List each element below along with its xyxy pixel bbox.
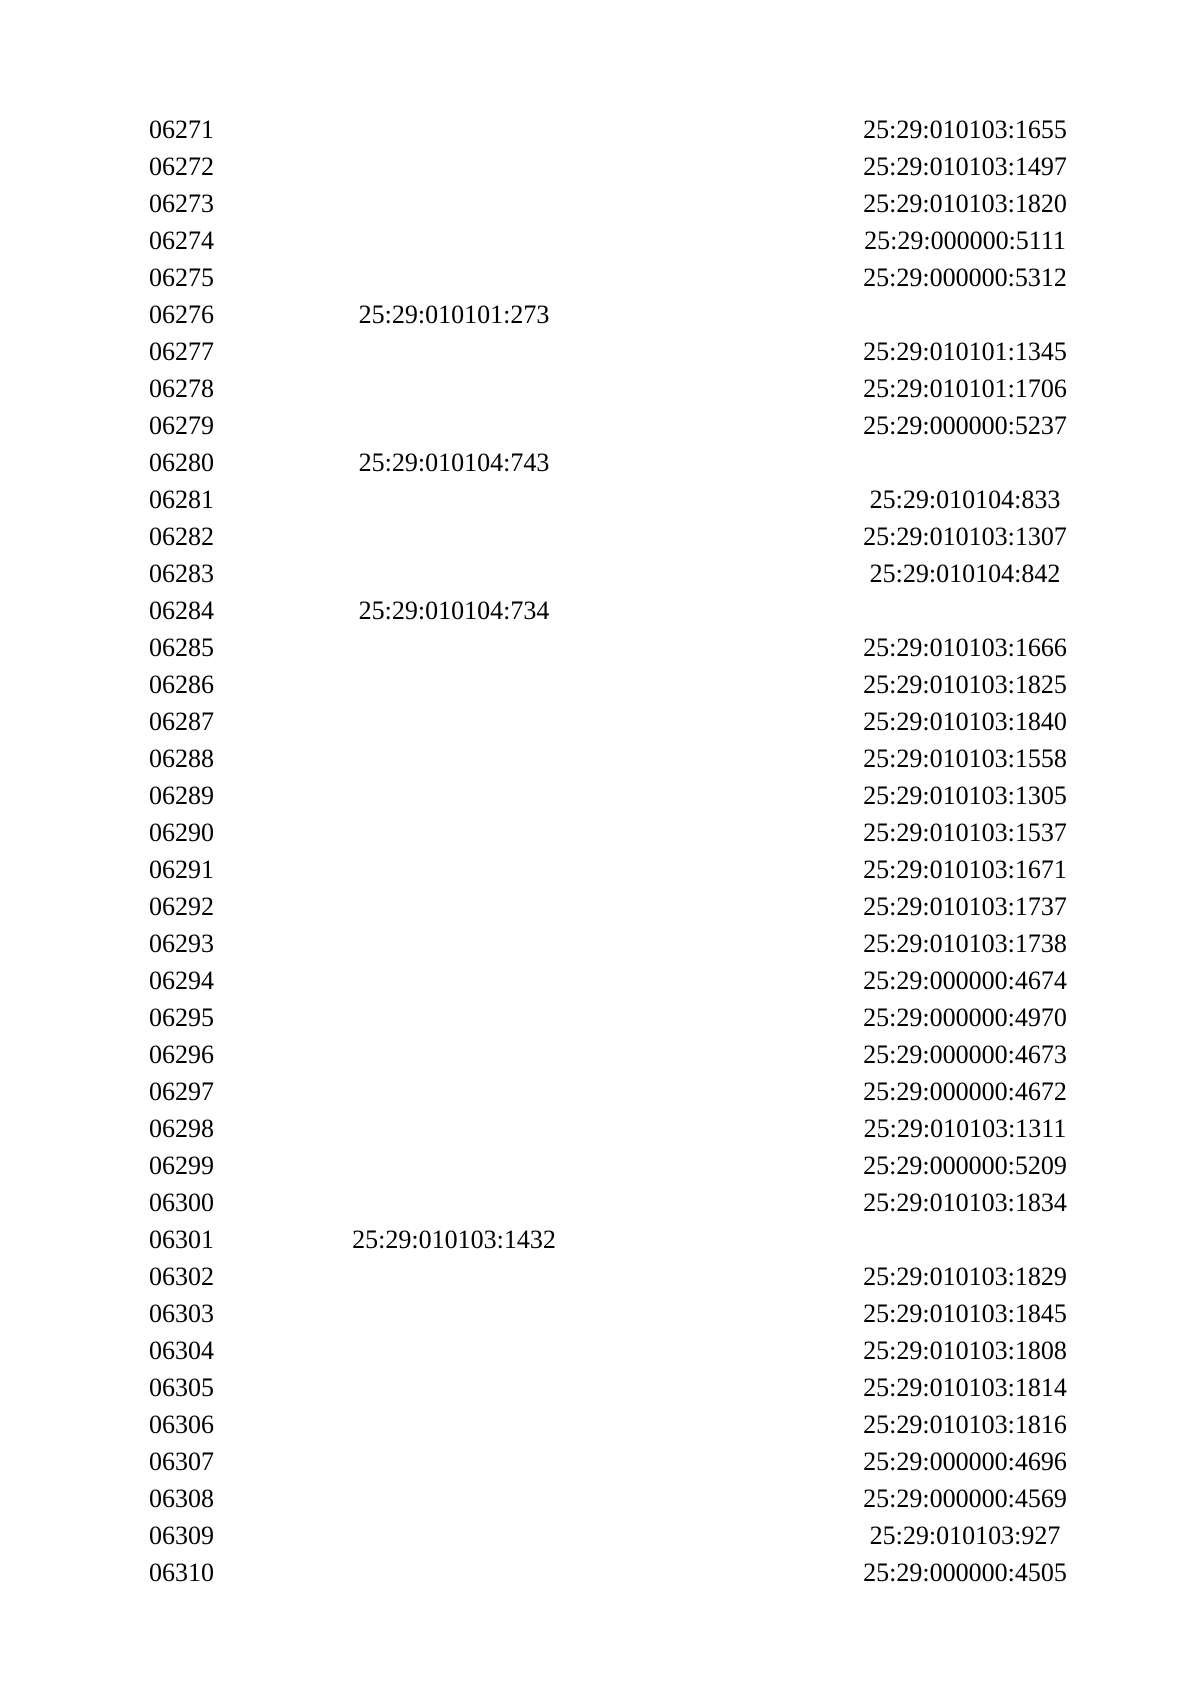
record-table	[149, 111, 1067, 1591]
table-row	[149, 962, 1067, 999]
cadastral-number-secondary: 25:29:010104:833	[869, 485, 1061, 514]
table-row	[149, 1517, 1061, 1554]
table-row	[149, 703, 1067, 740]
row-number: 06308	[149, 1484, 214, 1513]
table-row	[149, 1554, 1067, 1591]
cadastral-number-secondary: 25:29:010103:1666	[863, 633, 1067, 662]
table-row	[149, 814, 1067, 851]
table-row	[149, 1036, 1067, 1073]
row-number: 06303	[149, 1299, 214, 1328]
row-number: 06301	[149, 1225, 214, 1254]
table-row	[149, 666, 1067, 703]
table-row	[149, 1443, 1067, 1480]
cadastral-number-primary: 25:29:010103:1432	[352, 1225, 556, 1254]
table-row	[149, 222, 1066, 259]
cadastral-number-secondary: 25:29:010103:1537	[863, 818, 1067, 847]
table-row	[149, 1406, 1067, 1443]
row-number: 06292	[149, 892, 214, 921]
cadastral-number-secondary: 25:29:000000:4673	[863, 1040, 1067, 1069]
row-number: 06272	[149, 152, 214, 181]
table-row	[149, 925, 1067, 962]
cadastral-number-secondary: 25:29:000000:5312	[863, 263, 1067, 292]
row-number: 06298	[149, 1114, 214, 1143]
cadastral-number-secondary: 25:29:010103:1311	[863, 1114, 1067, 1143]
cadastral-number-secondary: 25:29:010103:1307	[863, 522, 1067, 551]
cadastral-number-secondary: 25:29:010101:1706	[863, 374, 1067, 403]
table-row	[149, 370, 1067, 407]
row-number: 06306	[149, 1410, 214, 1439]
cadastral-number-secondary: 25:29:000000:5111	[864, 226, 1066, 255]
table-row	[149, 1184, 1067, 1221]
cadastral-number-secondary: 25:29:010103:1834	[863, 1188, 1067, 1217]
row-number: 06279	[149, 411, 214, 440]
row-number: 06277	[149, 337, 214, 366]
row-number: 06284	[149, 596, 214, 625]
cadastral-number-secondary: 25:29:010104:842	[869, 559, 1061, 588]
table-row	[149, 740, 1067, 777]
row-number: 06289	[149, 781, 214, 810]
row-number: 06297	[149, 1077, 214, 1106]
table-row	[149, 999, 1067, 1036]
cadastral-number-secondary: 25:29:000000:4696	[863, 1447, 1067, 1476]
table-row	[149, 555, 1061, 592]
cadastral-number-secondary: 25:29:010103:1845	[863, 1299, 1067, 1328]
table-row	[149, 629, 1067, 666]
row-number: 06290	[149, 818, 214, 847]
table-row	[149, 1073, 1067, 1110]
row-number: 06300	[149, 1188, 214, 1217]
table-row	[149, 185, 1067, 222]
row-number: 06294	[149, 966, 214, 995]
row-number: 06295	[149, 1003, 214, 1032]
row-number: 06310	[149, 1558, 214, 1587]
row-number: 06302	[149, 1262, 214, 1291]
table-row	[149, 592, 949, 629]
table-row	[149, 1369, 1067, 1406]
table-row	[149, 518, 1067, 555]
row-number: 06271	[149, 115, 214, 144]
table-row	[149, 481, 1061, 518]
cadastral-number-secondary: 25:29:010103:927	[869, 1521, 1061, 1550]
row-number: 06288	[149, 744, 214, 773]
table-row	[149, 1110, 1067, 1147]
cadastral-number-secondary: 25:29:010103:1737	[863, 892, 1067, 921]
table-row	[149, 333, 1067, 370]
row-number: 06293	[149, 929, 214, 958]
table-row	[149, 296, 949, 333]
row-number: 06291	[149, 855, 214, 884]
row-number: 06275	[149, 263, 214, 292]
cadastral-number-secondary: 25:29:010103:1305	[863, 781, 1067, 810]
row-number: 06285	[149, 633, 214, 662]
row-number: 06309	[149, 1521, 214, 1550]
cadastral-number-secondary: 25:29:010103:1814	[863, 1373, 1067, 1402]
cadastral-number-primary: 25:29:010101:273	[358, 300, 550, 329]
cadastral-number-secondary: 25:29:010103:1816	[863, 1410, 1067, 1439]
cadastral-number-primary: 25:29:010104:743	[358, 448, 550, 477]
row-number: 06273	[149, 189, 214, 218]
row-number: 06299	[149, 1151, 214, 1180]
row-number: 06304	[149, 1336, 214, 1365]
cadastral-number-secondary: 25:29:000000:4970	[863, 1003, 1067, 1032]
cadastral-number-secondary: 25:29:010103:1825	[863, 670, 1067, 699]
row-number: 06286	[149, 670, 214, 699]
row-number: 06278	[149, 374, 214, 403]
row-number: 06307	[149, 1447, 214, 1476]
cadastral-number-primary: 25:29:010104:734	[358, 596, 550, 625]
cadastral-number-secondary: 25:29:000000:4674	[863, 966, 1067, 995]
cadastral-number-secondary: 25:29:010103:1497	[863, 152, 1067, 181]
row-number: 06274	[149, 226, 214, 255]
cadastral-number-secondary: 25:29:010103:1840	[863, 707, 1067, 736]
cadastral-number-secondary: 25:29:010103:1671	[863, 855, 1067, 884]
table-row	[149, 1221, 949, 1258]
row-number: 06281	[149, 485, 214, 514]
table-row	[149, 259, 1067, 296]
cadastral-number-secondary: 25:29:010103:1738	[863, 929, 1067, 958]
table-row	[149, 1480, 1067, 1517]
table-row	[149, 407, 1067, 444]
table-row	[149, 888, 1067, 925]
table-row	[149, 1332, 1067, 1369]
table-row	[149, 111, 1067, 148]
table-row	[149, 851, 1067, 888]
cadastral-number-secondary: 25:29:000000:4569	[863, 1484, 1067, 1513]
row-number: 06276	[149, 300, 214, 329]
table-row	[149, 1147, 1067, 1184]
table-row	[149, 777, 1067, 814]
row-number: 06282	[149, 522, 214, 551]
cadastral-number-secondary: 25:29:010101:1345	[863, 337, 1067, 366]
table-row	[149, 1295, 1067, 1332]
table-row	[149, 148, 1067, 185]
cadastral-number-secondary: 25:29:010103:1558	[863, 744, 1067, 773]
cadastral-number-secondary: 25:29:010103:1829	[863, 1262, 1067, 1291]
row-number: 06287	[149, 707, 214, 736]
cadastral-number-secondary: 25:29:000000:5209	[863, 1151, 1067, 1180]
table-row	[149, 444, 949, 481]
row-number: 06280	[149, 448, 214, 477]
cadastral-number-secondary: 25:29:010103:1820	[863, 189, 1067, 218]
row-number: 06296	[149, 1040, 214, 1069]
cadastral-number-secondary: 25:29:000000:4672	[863, 1077, 1067, 1106]
cadastral-number-secondary: 25:29:000000:5237	[863, 411, 1067, 440]
row-number: 06283	[149, 559, 214, 588]
cadastral-number-secondary: 25:29:000000:4505	[863, 1558, 1067, 1587]
cadastral-number-secondary: 25:29:010103:1655	[863, 115, 1067, 144]
cadastral-number-secondary: 25:29:010103:1808	[863, 1336, 1067, 1365]
row-number: 06305	[149, 1373, 214, 1402]
table-row	[149, 1258, 1067, 1295]
